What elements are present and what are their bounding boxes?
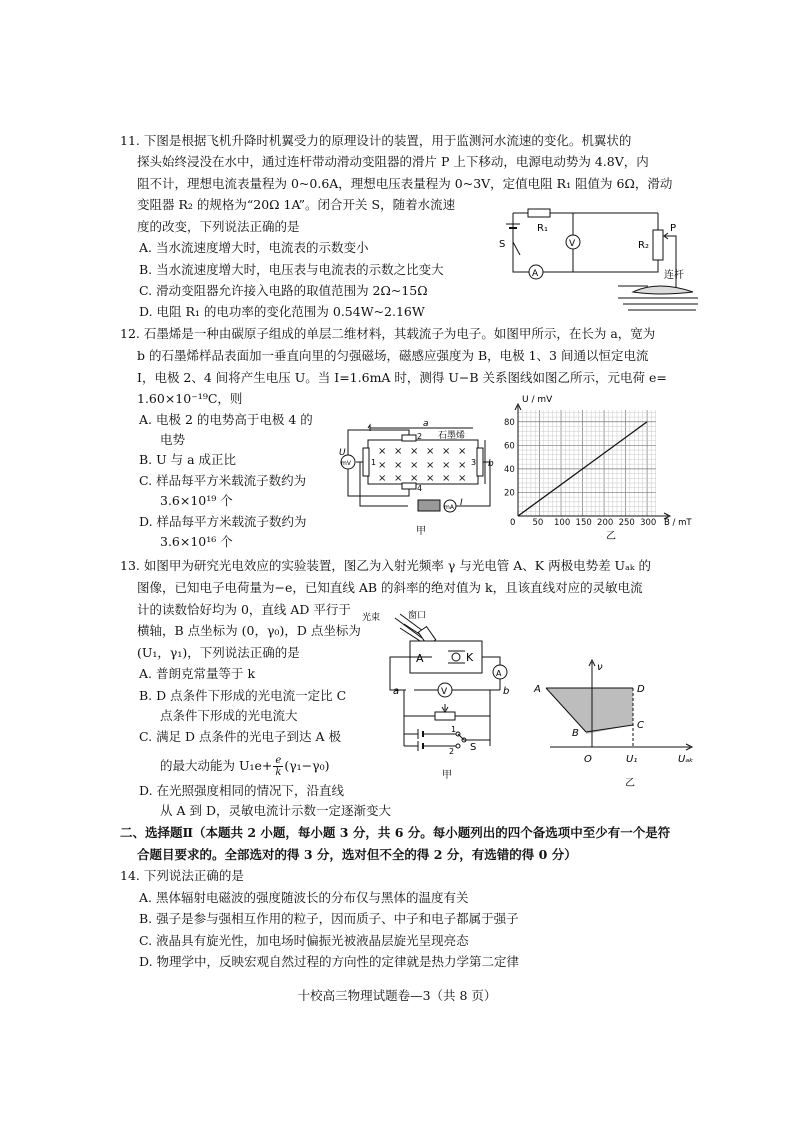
q12-chart-origin: 0 [510,518,516,528]
q12-option-a-cont: 电势 [160,432,186,447]
q13-label-window: 窗口 [408,611,427,621]
chart-x-tick-label: 250 [618,518,635,528]
svg-text:×: × [442,473,451,484]
q13-stem-line3: 计的读数恰好均为 0，直线 AD 平行于 [137,602,351,617]
q13-fraction-denominator: k [275,767,282,778]
q13-terminal-2: 2 [449,747,455,756]
q13-option-a: A. 普朗克常量等于 k [139,666,256,681]
q11-stem-line4: 变阻器 R₂ 的规格为“20Ω 1A”。闭合开关 S，随着水流速 [137,197,456,212]
q11-label-r2: R₂ [638,240,649,251]
svg-text:×: × [394,446,403,457]
q11-option-d: D. 电阻 R₁ 的电功率的变化范围为 0.54W~2.16W [139,304,425,319]
q12-option-a: A. 电极 2 的电势高于电极 4 的 [139,412,313,427]
q12-label-graphene: 石墨烯 [438,431,466,441]
q13-graph-axis-nu: ν [597,662,603,673]
q12-electrode-4: 4 [417,484,423,493]
q14-option-a: A. 黑体辐射电磁波的强度随波长的分布仅与黑体的温度有关 [139,890,469,905]
svg-text:×: × [458,446,467,457]
svg-text:×: × [378,473,387,484]
q13-nu-u-graph [530,650,700,790]
q12-option-d-cont: 3.6×10¹⁶ 个 [160,534,233,549]
q13-option-d: D. 在光照强度相同的情况下，沿直线 [139,783,345,798]
q13-option-b: B. D 点条件下形成的光电流一定比 C [139,688,347,703]
q13-option-d-cont: 从 A 到 D，灵敏电流计示数一定逐渐变大 [160,803,391,818]
q12-label-b: b [488,459,494,469]
q11-stem-line1: 11. 下图是根据飞机升降时机翼受力的原理设计的装置，用于监测河水流速的变化。机翼状的 [120,133,632,148]
q13-option-c-tail: (γ₁−γ₀) [284,758,330,773]
q12-graphene-figure [338,418,498,540]
q12-stem-line3: I，电极 2、4 间将产生电压 U。当 I=1.6mA 时，测得 U−B 关系图线如图乙所示，元电荷 e= [137,370,667,385]
q11-label-r1: R₁ [537,223,548,234]
chart-y-tick-label: 40 [504,464,515,475]
svg-text:×: × [410,460,419,471]
svg-text:×: × [458,473,467,484]
q14-option-c: C. 液晶具有旋光性，加电场时偏振光被液晶层旋光呈现亮态 [139,933,469,948]
q13-voltmeter-label: V [441,687,448,697]
q12-chart-ylabel: U / mV [522,395,553,405]
svg-text:×: × [378,446,387,457]
q13-caption-yi: 乙 [625,778,635,789]
q12-electrode-2: 2 [417,432,423,441]
q13-stem-line5: (U₁，γ₁)，下列说法正确的是 [137,645,300,660]
q12-option-d: D. 样品每平方米载流子数约为 [139,514,307,529]
q13-option-b-cont: 点条件下形成的光电流大 [160,708,298,723]
q12-caption-yi: 乙 [606,531,616,542]
svg-text:×: × [426,473,435,484]
q13-stem-line4: 横轴，B 点坐标为 (0，γ₀)，D 点坐标为 [137,623,361,638]
q12-electrode-1: 1 [371,458,377,467]
svg-text:×: × [442,446,451,457]
q13-option-c-fraction [273,755,283,778]
chart-y-tick-label: 20 [504,488,515,499]
q13-label-anode: A [416,652,424,665]
q11-label-p: P [670,223,677,234]
q13-label-a: a [393,686,400,697]
q11-option-c: C. 滑动变阻器允许接入电路的取值范围为 2Ω~15Ω [139,283,428,298]
q12-stem-line1: 12. 石墨烯是一种由碳原子组成的单层二维材料，其载流子为电子。如图甲所示，在长为 a，宽为 [120,326,656,341]
svg-text:×: × [426,446,435,457]
q11-option-b: B. 当水流速度增大时，电压表与电流表的示数之比变大 [139,262,444,277]
q11-ammeter-label: A [532,269,539,279]
q12-electrode-3: 3 [471,458,477,467]
q13-option-c: C. 满足 D 点条件的光电子到达 A 极 [139,729,342,744]
q13-terminal-1: 1 [451,725,457,734]
q11-stem-line5: 度的改变，下列说法正确的是 [137,219,300,234]
q13-graph-point-d: D [637,684,645,695]
chart-x-tick-label: 300 [640,518,657,528]
q13-galvanometer-label: A [496,669,502,678]
q12-ub-chart [500,392,700,544]
q13-photoelectric-apparatus [360,606,520,786]
q12-stem-line4: 1.60×10⁻¹⁹C，则 [137,391,243,406]
q12-label-i: I [460,498,463,508]
q13-label-cathode: K [466,651,474,664]
q13-label-b: b [503,686,510,697]
chart-y-tick-label: 60 [504,441,515,452]
q13-label-light: 光束 [362,613,381,623]
q13-caption-jia: 甲 [442,770,452,781]
q11-stem-line2: 探头始终浸没在水中，通过连杆带动滑动变阻器的滑片 P 上下移动，电源电动势为 4.8V，内 [137,154,649,169]
svg-text:×: × [442,460,451,471]
q11-circuit-figure [498,200,698,315]
q12-milliammeter-label: mA [444,504,454,511]
q13-graph-point-a: A [534,684,541,695]
q13-graph-origin: O [584,754,592,765]
q13-stem-line2: 图像，已知电子电荷量为−e，已知直线 AB 的斜率的绝对值为 k，且该直线对应的灵敏电流 [137,580,643,595]
q13-option-c-cont [160,755,330,778]
chart-x-tick-label: 50 [532,518,544,528]
q13-graph-u1: U₁ [626,754,638,765]
section-2-heading: 二、选择题Ⅱ（本题共 2 小题，每小题 3 分，共 6 分。每小题列出的四个备选项中至少有一个是符 [120,825,671,840]
q14-stem: 14. 下列说法正确的是 [120,868,244,883]
svg-text:×: × [458,460,467,471]
q13-graph-axis-uak: Uₐₖ [678,754,694,765]
q12-millivoltmeter-label: mV [341,460,351,467]
q13-graph-point-b: B [572,728,579,739]
q13-option-c-text: 的最大动能为 U₁e+ [160,758,273,773]
q11-stem-line3: 阻不计，理想电流表量程为 0~0.6A，理想电压表量程为 0~3V，定值电阻 R₁ 阻值为 6Ω，滑动 [137,176,673,191]
q12-caption-jia: 甲 [416,526,426,537]
q13-stem-line1: 13. 如图甲为研究光电效应的实验装置，图乙为入射光频率 γ 与光电管 A、K 两极电势差 Uₐₖ 的 [120,558,651,573]
svg-text:×: × [394,460,403,471]
q14-option-b: B. 强子是参与强相互作用的粒子，因而质子、中子和电子都属于强子 [139,911,519,926]
svg-text:×: × [426,460,435,471]
q12-label-u: U [339,448,346,458]
chart-x-tick-label: 150 [575,518,592,528]
q13-label-switch: S [470,742,477,753]
q12-label-a: a [423,419,429,429]
q11-voltmeter-label: V [569,239,576,249]
svg-text:×: × [394,473,403,484]
q12-option-c-cont: 3.6×10¹⁹ 个 [160,493,233,508]
svg-text:×: × [410,446,419,457]
svg-text:×: × [378,460,387,471]
q13-fraction-numerator: e [275,755,282,766]
chart-x-tick-label: 200 [597,518,614,528]
q12-stem-line2: b 的石墨烯样品表面加一垂直向里的匀强磁场，磁感应强度为 B，电极 1、3 间通以恒定电流 [137,348,649,363]
q12-option-c: C. 样品每平方米载流子数约为 [139,473,307,488]
q14-option-d: D. 物理学中，反映宏观自然过程的方向性的定律就是热力学第二定律 [139,954,520,969]
q12-chart-xlabel: B / mT [664,518,692,528]
q12-option-b: B. U 与 a 成正比 [139,452,237,467]
page-footer: 十校高三物理试题卷—3（共 8 页） [297,988,497,1003]
q11-option-a: A. 当水流速度增大时，电流表的示数变小 [139,240,369,255]
q13-graph-point-c: C [637,720,644,731]
section-2-heading-cont: 合题目要求的。全部选对的得 3 分，选对但不全的得 2 分，有选错的得 0 分） [137,847,577,862]
q11-label-rod: 连杆 [664,270,684,281]
q11-label-s: S [499,239,506,250]
chart-x-tick-label: 100 [554,518,571,528]
chart-y-tick-label: 80 [504,417,515,428]
svg-text:×: × [410,473,419,484]
